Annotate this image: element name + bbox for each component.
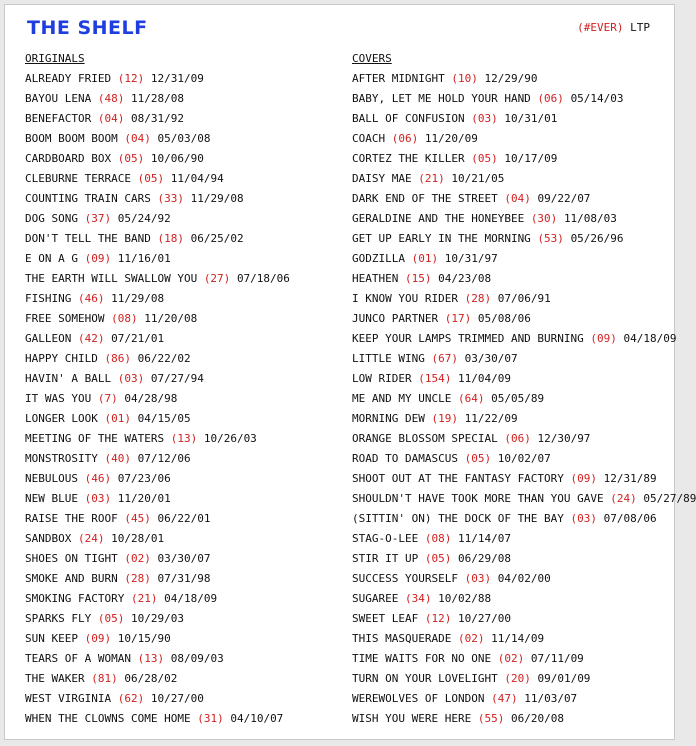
song-play-count: (31) xyxy=(197,712,224,725)
song-title: LONGER LOOK xyxy=(25,412,98,425)
song-last-played: 07/06/91 xyxy=(497,292,551,305)
song-title: JUNCO PARTNER xyxy=(352,312,439,325)
song-title: SANDBOX xyxy=(25,532,72,545)
song-title: BABY, LET ME HOLD YOUR HAND xyxy=(352,92,531,105)
song-last-played: 10/31/01 xyxy=(504,112,558,125)
song-row xyxy=(352,529,696,549)
song-last-played: 11/14/09 xyxy=(491,632,545,645)
song-last-played: 10/06/90 xyxy=(150,152,204,165)
song-last-played: 04/18/09 xyxy=(623,332,677,345)
song-play-count: (47) xyxy=(491,692,518,705)
song-title: DON'T TELL THE BAND xyxy=(25,232,151,245)
song-title: WISH YOU WERE HERE xyxy=(352,712,472,725)
song-row xyxy=(352,609,696,629)
legend xyxy=(577,21,650,34)
song-last-played: 12/29/90 xyxy=(484,72,538,85)
song-play-count: (13) xyxy=(170,432,198,445)
song-play-count: (154) xyxy=(418,372,452,385)
song-last-played: 06/25/02 xyxy=(190,232,244,245)
song-last-played: 11/20/01 xyxy=(117,492,171,505)
song-title: SUGAREE xyxy=(352,592,399,605)
song-play-count: (86) xyxy=(104,352,131,365)
song-row xyxy=(25,189,290,209)
song-title: WEST VIRGINIA xyxy=(25,692,112,705)
song-title: ROAD TO DAMASCUS xyxy=(352,452,458,465)
song-row xyxy=(352,109,696,129)
song-play-count: (06) xyxy=(537,92,564,105)
song-title: THE WAKER xyxy=(25,672,85,685)
song-title: SMOKE AND BURN xyxy=(25,572,118,585)
song-last-played: 07/27/94 xyxy=(150,372,204,385)
song-row xyxy=(352,589,696,609)
song-play-count: (12) xyxy=(117,72,145,85)
song-last-played: 03/30/07 xyxy=(157,552,211,565)
song-last-played: 11/20/08 xyxy=(144,312,198,325)
song-row xyxy=(352,89,696,109)
song-row xyxy=(352,289,696,309)
song-last-played: 05/24/92 xyxy=(117,212,171,225)
song-row xyxy=(25,489,290,509)
song-last-played: 06/29/08 xyxy=(457,552,511,565)
song-last-played: 04/15/05 xyxy=(137,412,191,425)
song-row xyxy=(352,209,696,229)
song-play-count: (21) xyxy=(130,592,158,605)
song-title: MEETING OF THE WATERS xyxy=(25,432,165,445)
song-title: BAYOU LENA xyxy=(25,92,92,105)
song-row xyxy=(25,649,290,669)
song-last-played: 10/27/00 xyxy=(150,692,204,705)
song-last-played: 10/02/07 xyxy=(497,452,551,465)
song-play-count: (28) xyxy=(464,292,492,305)
song-last-played: 05/27/89 xyxy=(643,492,696,505)
song-play-count: (09) xyxy=(590,332,617,345)
song-row xyxy=(25,609,290,629)
song-row xyxy=(352,369,696,389)
song-title: THE EARTH WILL SWALLOW YOU xyxy=(25,272,198,285)
song-title: MORNING DEW xyxy=(352,412,425,425)
song-title: DAISY MAE xyxy=(352,172,412,185)
song-row xyxy=(352,669,696,689)
song-play-count: (42) xyxy=(77,332,105,345)
song-play-count: (06) xyxy=(504,432,531,445)
song-title: SMOKING FACTORY xyxy=(25,592,125,605)
song-play-count: (55) xyxy=(477,712,505,725)
covers-list xyxy=(352,69,696,729)
song-row xyxy=(352,309,696,329)
song-last-played: 10/17/09 xyxy=(504,152,558,165)
song-row xyxy=(352,189,696,209)
song-row xyxy=(25,289,290,309)
song-row xyxy=(25,269,290,289)
song-play-count: (01) xyxy=(104,412,131,425)
song-title: CLEBURNE TERRACE xyxy=(25,172,131,185)
song-row xyxy=(352,249,696,269)
song-last-played: 09/22/07 xyxy=(537,192,591,205)
song-title: BOOM BOOM BOOM xyxy=(25,132,118,145)
song-play-count: (02) xyxy=(457,632,485,645)
song-title: SHOULDN'T HAVE TOOK MORE THAN YOU GAVE xyxy=(352,492,604,505)
page-frame xyxy=(4,4,696,740)
song-title: WEREWOLVES OF LONDON xyxy=(352,692,485,705)
song-last-played: 11/29/08 xyxy=(190,192,244,205)
song-title: DARK END OF THE STREET xyxy=(352,192,498,205)
song-last-played: 05/05/89 xyxy=(491,392,545,405)
song-last-played: 11/04/94 xyxy=(170,172,224,185)
song-title: TEARS OF A WOMAN xyxy=(25,652,131,665)
song-row xyxy=(25,549,290,569)
song-title: COACH xyxy=(352,132,386,145)
song-title: GET UP EARLY IN THE MORNING xyxy=(352,232,531,245)
song-row xyxy=(25,529,290,549)
song-play-count: (27) xyxy=(203,272,231,285)
song-last-played: 09/01/09 xyxy=(537,672,591,685)
song-last-played: 11/28/08 xyxy=(130,92,184,105)
song-title: SUCCESS YOURSELF xyxy=(352,572,458,585)
song-title: KEEP YOUR LAMPS TRIMMED AND BURNING xyxy=(352,332,584,345)
song-last-played: 11/29/08 xyxy=(111,292,165,305)
song-title: AFTER MIDNIGHT xyxy=(352,72,445,85)
song-play-count: (05) xyxy=(117,152,145,165)
song-play-count: (40) xyxy=(104,452,131,465)
song-title: GERALDINE AND THE HONEYBEE xyxy=(352,212,525,225)
song-play-count: (15) xyxy=(404,272,432,285)
song-play-count: (12) xyxy=(424,612,452,625)
song-last-played: 10/02/88 xyxy=(438,592,492,605)
song-row xyxy=(25,689,290,709)
song-play-count: (28) xyxy=(124,572,151,585)
song-last-played: 05/26/96 xyxy=(570,232,624,245)
song-title: SPARKS FLY xyxy=(25,612,92,625)
song-play-count: (48) xyxy=(97,92,125,105)
song-play-count: (24) xyxy=(610,492,637,505)
song-row xyxy=(352,709,696,729)
originals-header: ORIGINALS xyxy=(25,52,85,65)
song-last-played: 07/11/09 xyxy=(530,652,584,665)
song-row xyxy=(352,349,696,369)
song-title: RAISE THE ROOF xyxy=(25,512,118,525)
song-row xyxy=(352,269,696,289)
song-play-count: (53) xyxy=(537,232,564,245)
song-title: GALLEON xyxy=(25,332,72,345)
song-play-count: (62) xyxy=(117,692,145,705)
song-title: HEATHEN xyxy=(352,272,399,285)
song-row xyxy=(352,409,696,429)
song-play-count: (03) xyxy=(84,492,112,505)
song-row xyxy=(25,569,290,589)
song-title: ALREADY FRIED xyxy=(25,72,112,85)
song-title: STIR IT UP xyxy=(352,552,419,565)
song-last-played: 06/22/02 xyxy=(137,352,191,365)
song-row xyxy=(25,329,290,349)
song-title: SUN KEEP xyxy=(25,632,78,645)
song-row xyxy=(25,429,290,449)
song-last-played: 06/20/08 xyxy=(510,712,564,725)
song-last-played: 07/12/06 xyxy=(137,452,191,465)
song-play-count: (06) xyxy=(391,132,419,145)
song-title: SHOES ON TIGHT xyxy=(25,552,118,565)
song-play-count: (03) xyxy=(471,112,498,125)
song-last-played: 05/03/08 xyxy=(157,132,211,145)
song-row xyxy=(352,169,696,189)
song-last-played: 07/08/06 xyxy=(603,512,657,525)
song-play-count: (09) xyxy=(84,632,112,645)
song-last-played: 06/22/01 xyxy=(157,512,211,525)
song-last-played: 10/21/05 xyxy=(451,172,505,185)
song-title: NEW BLUE xyxy=(25,492,78,505)
song-title: CARDBOARD BOX xyxy=(25,152,112,165)
song-title: SWEET LEAF xyxy=(352,612,419,625)
song-play-count: (17) xyxy=(444,312,472,325)
song-play-count: (03) xyxy=(570,512,598,525)
song-play-count: (03) xyxy=(464,572,492,585)
song-play-count: (13) xyxy=(137,652,165,665)
song-title: NEBULOUS xyxy=(25,472,78,485)
song-play-count: (81) xyxy=(91,672,118,685)
song-last-played: 10/31/97 xyxy=(444,252,498,265)
song-play-count: (33) xyxy=(157,192,184,205)
song-row xyxy=(25,709,290,729)
song-title: IT WAS YOU xyxy=(25,392,92,405)
song-row xyxy=(25,69,290,89)
song-title: HAPPY CHILD xyxy=(25,352,98,365)
song-title: LOW RIDER xyxy=(352,372,412,385)
song-last-played: 03/30/07 xyxy=(464,352,518,365)
song-last-played: 06/28/02 xyxy=(124,672,178,685)
song-play-count: (46) xyxy=(84,472,112,485)
song-play-count: (45) xyxy=(124,512,151,525)
song-title: TIME WAITS FOR NO ONE xyxy=(352,652,492,665)
song-title: TURN ON YOUR LOVELIGHT xyxy=(352,672,498,685)
page-title: THE SHELF xyxy=(27,17,148,39)
song-row xyxy=(25,589,290,609)
song-last-played: 04/23/08 xyxy=(438,272,492,285)
song-title: FREE SOMEHOW xyxy=(25,312,105,325)
song-play-count: (04) xyxy=(504,192,531,205)
song-row xyxy=(25,449,290,469)
song-title: WHEN THE CLOWNS COME HOME xyxy=(25,712,191,725)
song-last-played: 12/30/97 xyxy=(537,432,591,445)
song-row xyxy=(352,329,696,349)
song-last-played: 11/14/07 xyxy=(457,532,511,545)
song-play-count: (20) xyxy=(504,672,531,685)
song-row xyxy=(25,249,290,269)
song-play-count: (04) xyxy=(97,112,125,125)
song-title: (SITTIN' ON) THE DOCK OF THE BAY xyxy=(352,512,564,525)
song-row xyxy=(25,469,290,489)
song-play-count: (19) xyxy=(431,412,458,425)
song-play-count: (37) xyxy=(84,212,112,225)
song-last-played: 07/18/06 xyxy=(236,272,290,285)
song-play-count: (05) xyxy=(471,152,498,165)
song-row xyxy=(352,489,696,509)
song-title: I KNOW YOU RIDER xyxy=(352,292,458,305)
song-row xyxy=(352,549,696,569)
song-title: BENEFACTOR xyxy=(25,112,92,125)
song-row xyxy=(352,689,696,709)
song-play-count: (04) xyxy=(124,132,151,145)
song-last-played: 10/28/01 xyxy=(111,532,165,545)
song-play-count: (09) xyxy=(84,252,112,265)
song-title: SHOOT OUT AT THE FANTASY FACTORY xyxy=(352,472,564,485)
song-title: ORANGE BLOSSOM SPECIAL xyxy=(352,432,498,445)
song-row xyxy=(352,229,696,249)
song-row xyxy=(352,149,696,169)
song-row xyxy=(25,629,290,649)
song-row xyxy=(25,129,290,149)
song-row xyxy=(352,629,696,649)
song-play-count: (46) xyxy=(77,292,105,305)
song-row xyxy=(352,389,696,409)
song-last-played: 05/08/06 xyxy=(477,312,531,325)
song-row xyxy=(25,229,290,249)
song-last-played: 11/22/09 xyxy=(464,412,518,425)
song-play-count: (24) xyxy=(77,532,105,545)
song-play-count: (05) xyxy=(464,452,492,465)
song-play-count: (02) xyxy=(124,552,151,565)
originals-list xyxy=(25,69,290,729)
song-play-count: (18) xyxy=(157,232,184,245)
song-row xyxy=(25,169,290,189)
song-row xyxy=(25,309,290,329)
song-last-played: 04/02/00 xyxy=(497,572,551,585)
covers-header: COVERS xyxy=(352,52,392,65)
song-play-count: (09) xyxy=(570,472,598,485)
song-last-played: 11/20/09 xyxy=(424,132,478,145)
song-title: CORTEZ THE KILLER xyxy=(352,152,465,165)
song-play-count: (03) xyxy=(117,372,145,385)
song-row xyxy=(352,649,696,669)
song-row xyxy=(352,69,696,89)
song-title: GODZILLA xyxy=(352,252,405,265)
song-row xyxy=(352,449,696,469)
song-last-played: 10/29/03 xyxy=(130,612,184,625)
song-play-count: (34) xyxy=(404,592,432,605)
song-last-played: 10/15/90 xyxy=(117,632,171,645)
song-play-count: (30) xyxy=(530,212,558,225)
song-row xyxy=(352,509,696,529)
song-row xyxy=(25,349,290,369)
song-last-played: 07/23/06 xyxy=(117,472,171,485)
song-last-played: 08/31/92 xyxy=(130,112,184,125)
song-row xyxy=(25,409,290,429)
song-row xyxy=(25,369,290,389)
song-row xyxy=(25,669,290,689)
legend-ltp: LTP xyxy=(630,21,650,34)
song-play-count: (08) xyxy=(424,532,452,545)
song-row xyxy=(25,109,290,129)
song-row xyxy=(25,509,290,529)
song-title: COUNTING TRAIN CARS xyxy=(25,192,151,205)
song-last-played: 12/31/09 xyxy=(150,72,204,85)
song-row xyxy=(25,389,290,409)
song-play-count: (7) xyxy=(97,392,118,405)
song-row xyxy=(25,149,290,169)
song-row xyxy=(352,569,696,589)
song-row xyxy=(352,469,696,489)
song-play-count: (05) xyxy=(424,552,452,565)
song-title: E ON A G xyxy=(25,252,78,265)
song-play-count: (10) xyxy=(451,72,478,85)
song-play-count: (08) xyxy=(111,312,138,325)
song-title: LITTLE WING xyxy=(352,352,425,365)
song-last-played: 08/09/03 xyxy=(170,652,224,665)
song-play-count: (21) xyxy=(418,172,445,185)
song-last-played: 10/26/03 xyxy=(203,432,257,445)
song-row xyxy=(352,129,696,149)
song-row xyxy=(352,429,696,449)
song-title: DOG SONG xyxy=(25,212,78,225)
song-title: MONSTROSITY xyxy=(25,452,98,465)
song-last-played: 04/10/07 xyxy=(230,712,284,725)
song-title: THIS MASQUERADE xyxy=(352,632,452,645)
song-last-played: 05/14/03 xyxy=(570,92,624,105)
song-play-count: (67) xyxy=(431,352,458,365)
song-last-played: 12/31/89 xyxy=(603,472,657,485)
song-last-played: 04/28/98 xyxy=(124,392,178,405)
song-last-played: 10/27/00 xyxy=(457,612,511,625)
song-title: BALL OF CONFUSION xyxy=(352,112,465,125)
song-last-played: 11/04/09 xyxy=(457,372,511,385)
song-last-played: 07/21/01 xyxy=(111,332,165,345)
originals-column xyxy=(25,49,290,729)
song-title: HAVIN' A BALL xyxy=(25,372,112,385)
song-play-count: (01) xyxy=(411,252,439,265)
song-play-count: (05) xyxy=(137,172,165,185)
legend-ever: (#EVER) xyxy=(577,21,624,34)
song-row xyxy=(25,89,290,109)
song-play-count: (05) xyxy=(97,612,125,625)
song-last-played: 04/18/09 xyxy=(164,592,218,605)
song-row xyxy=(25,209,290,229)
covers-column xyxy=(352,49,696,729)
song-title: FISHING xyxy=(25,292,72,305)
song-title: ME AND MY UNCLE xyxy=(352,392,452,405)
song-play-count: (02) xyxy=(497,652,525,665)
song-last-played: 07/31/98 xyxy=(157,572,211,585)
song-play-count: (64) xyxy=(457,392,485,405)
song-title: STAG-O-LEE xyxy=(352,532,419,545)
song-last-played: 11/03/07 xyxy=(524,692,578,705)
song-last-played: 11/08/03 xyxy=(563,212,617,225)
song-last-played: 11/16/01 xyxy=(117,252,171,265)
